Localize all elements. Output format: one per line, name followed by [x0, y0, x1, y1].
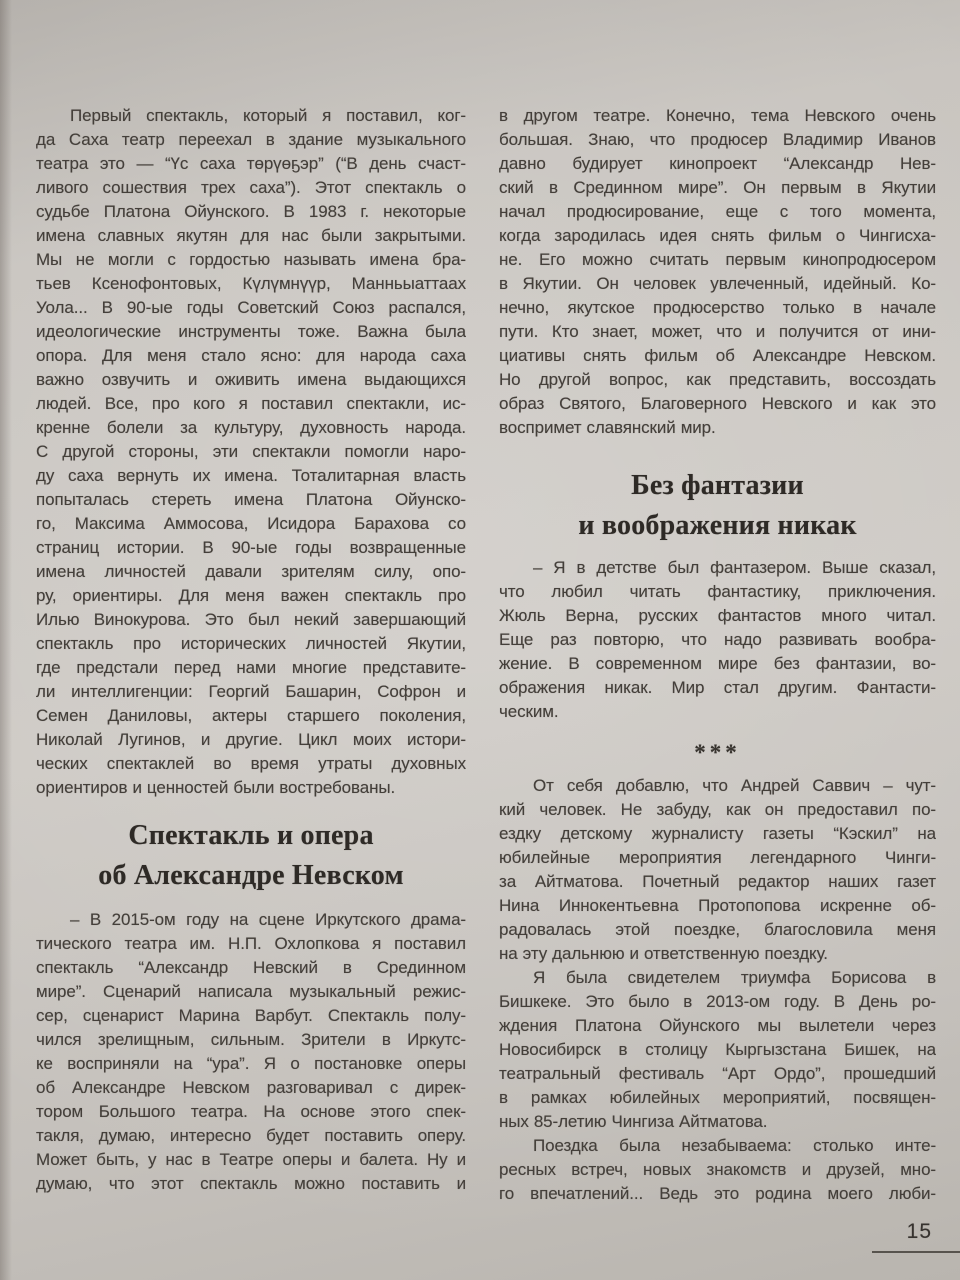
text-line: когда зародилась идея снять фильм о Чингисха- — [499, 226, 936, 245]
text-line: ливого сошествия трех саха”). Этот спектакль о — [36, 178, 466, 197]
section-separator — [499, 738, 936, 768]
text-line: да Саха театр переехал в здание музыкального — [36, 130, 466, 149]
text-line: судьбе Платона Ойунского. В 1983 г. некоторые — [36, 202, 466, 221]
text-line: не. Его можно считать первым кинопродюсером — [499, 250, 936, 269]
paragraph — [499, 556, 936, 724]
text-line: тором Большого театра. На основе этого спек- — [36, 1102, 466, 1121]
text-line: Поездка была незабываема: столько инте- — [533, 1136, 936, 1155]
text-line: – Я в детстве был фантазером. Выше сказал, — [533, 558, 936, 577]
text-line: идеологические инструменты тоже. Важна была — [36, 322, 466, 341]
text-line: кий человек. Не забуду, как он предоставил по- — [499, 800, 936, 819]
text-line: Семен Даниловы, актеры старшего поколения, — [36, 706, 466, 725]
text-line: Жюль Верна, русских фантастов много читал. — [499, 606, 936, 625]
text-line: Первый спектакль, который я поставил, ког- — [70, 106, 466, 125]
heading-line: об Александре Невском — [98, 860, 404, 891]
right-text-column — [499, 96, 936, 1206]
text-line: в Якутии. Он человек увлеченный, идейный. Ко- — [499, 274, 936, 293]
text-line: важно озвучить и оживить имена выдающихся — [36, 370, 466, 389]
text-line: ездку детскому журналисту газеты “Кэскил” на — [499, 824, 936, 843]
text-line: опора. Для меня стало ясно: для народа саха — [36, 346, 466, 365]
text-line: тического театра им. Н.П. Охлопкова я поставил — [36, 934, 466, 953]
text-line: *** — [694, 740, 741, 765]
text-line: го, Максима Аммосова, Исидора Барахова со — [36, 514, 466, 533]
text-line: ресных встреч, новых знакомств и друзей, мно- — [499, 1160, 936, 1179]
text-line: ке восприняли на “ура”. Я о постановке оперы — [36, 1054, 466, 1073]
paragraph — [36, 908, 466, 1196]
text-line: ждения Платона Ойунского мы вылетели через — [499, 1016, 936, 1035]
text-line: театральный фестиваль “Арт Ордо”, прошедший — [499, 1064, 936, 1083]
text-line: ческих спектаклей во время утраты духовных — [36, 754, 466, 773]
text-line: Илью Винокурова. Это был некий завершающий — [36, 610, 466, 629]
text-line: От себя добавлю, что Андрей Саввич – чут- — [533, 776, 936, 795]
text-line: ческим. — [499, 702, 559, 721]
page-number-rule — [872, 1251, 960, 1253]
text-line: образ Святого, Благоверного Невского и как это — [499, 394, 936, 413]
text-line: ду саха вернуть их имена. Тоталитарная власть — [36, 466, 466, 485]
text-line: большая. Знаю, что продюсер Владимир Иванов — [499, 130, 936, 149]
text-line: спектакль про исторических личностей Якутии, — [36, 634, 466, 653]
text-line: чился зрелищным, сильным. Зрители в Иркутс- — [36, 1030, 466, 1049]
heading-line: и воображения никак — [578, 510, 857, 541]
text-line: в другом театре. Конечно, тема Невского очень — [499, 106, 936, 125]
text-line: что любил читать фантастику, приключения. — [499, 582, 936, 601]
text-line: людей. Все, про кого я поставил спектакли, ис- — [36, 394, 466, 413]
text-line: Мы не могли с гордостью называть имена бра- — [36, 250, 466, 269]
paragraph — [499, 104, 936, 440]
text-line: за Айтматова. Почетный редактор наших газет — [499, 872, 936, 891]
text-line: Бишкеке. Это было в 2013-ом году. В День ро- — [499, 992, 936, 1011]
text-line: ображения никак. Мир стал другим. Фантасти- — [499, 678, 936, 697]
text-line: Новосибирск в столицу Кыргызстана Бишек, на — [499, 1040, 936, 1059]
page-number: 15 — [906, 1220, 932, 1243]
paragraph — [499, 1134, 936, 1206]
text-line: воспримет славянский мир. — [499, 418, 716, 437]
text-line: кренне болели за культуру, духовность народа. — [36, 418, 466, 437]
text-line: думаю, что этот спектакль можно поставить и — [36, 1174, 466, 1193]
text-line: нечно, якутское продюсерство только в начале — [499, 298, 936, 317]
text-line: об Александре Невском разговаривал с дирек- — [36, 1078, 466, 1097]
text-line: давно будирует кинопроект “Александр Нев- — [499, 154, 936, 173]
text-line: спектакль “Александр Невский в Срединном — [36, 958, 466, 977]
text-line: пути. Кто знает, может, что и получится от ини- — [499, 322, 936, 341]
paragraph — [499, 966, 936, 1134]
text-line: Я была свидетелем триумфа Борисова в — [533, 968, 936, 987]
text-line: ных 85-летию Чингиза Айтматова. — [499, 1112, 768, 1131]
text-line: Еще раз повторю, что надо развивать вообра- — [499, 630, 936, 649]
section-heading — [36, 816, 466, 896]
text-line: – В 2015-ом году на сцене Иркутского драма- — [70, 910, 466, 929]
heading-line: Спектакль и опера — [128, 820, 374, 851]
text-line: жение. В современном мире без фантазии, во- — [499, 654, 936, 673]
text-line: страниц истории. В 90-ые годы возвращенные — [36, 538, 466, 557]
text-line: Нина Иннокентьевна Протопопова искренне об- — [499, 896, 936, 915]
text-line: Николай Лугинов, и другие. Цикл моих истори- — [36, 730, 466, 749]
text-line: сер, сценарист Марина Варбут. Спектакль полу- — [36, 1006, 466, 1025]
text-line: го впечатлений... Ведь это родина моего люби- — [499, 1184, 936, 1203]
text-line: имена личностей давали зрителям силу, опо- — [36, 562, 466, 581]
text-line: циативы снять фильм об Александре Невском. — [499, 346, 936, 365]
paragraph — [499, 774, 936, 966]
text-line: мире”. Сценарий написала музыкальный режис- — [36, 982, 466, 1001]
text-line: где предстали перед нами многие представите- — [36, 658, 466, 677]
text-line: театра это — “Үс саха төрүөҕэр” (“В день счаст- — [36, 154, 466, 173]
left-text-column — [36, 96, 466, 1196]
text-line: попыталась стереть имена Платона Ойунско- — [36, 490, 466, 509]
text-line: ориентиров и ценностей были востребованы. — [36, 778, 396, 797]
paragraph — [36, 104, 466, 800]
text-line: С другой стороны, эти спектакли помогли наро- — [36, 442, 466, 461]
text-line: ский в Срединном мире”. Он первым в Якутии — [499, 178, 936, 197]
text-line: ли интеллигенции: Георгий Башарин, Софрон и — [36, 682, 466, 701]
section-heading — [499, 466, 936, 546]
text-line: начал продюсирование, еще с того момента, — [499, 202, 936, 221]
text-line: Но другой вопрос, как представить, воссоздать — [499, 370, 936, 389]
text-line: имена славных якутян для нас были закрытыми. — [36, 226, 466, 245]
text-line: радовалась этой поездке, благословила меня — [499, 920, 936, 939]
text-line: юбилейные мероприятия легендарного Чинги- — [499, 848, 936, 867]
heading-line: Без фантазии — [631, 470, 804, 501]
text-line: в рамках юбилейных мероприятий, посвящен- — [499, 1088, 936, 1107]
text-line: такля, думаю, интересно будет поставить оперу. — [36, 1126, 466, 1145]
text-line: Уола... В 90-ые годы Советский Союз распался, — [36, 298, 466, 317]
text-line: Может быть, у нас в Театре оперы и балета. Ну и — [36, 1150, 466, 1169]
text-line: тьев Ксенофонтовых, Күлүмнүүр, Манньыаттаах — [36, 274, 466, 293]
text-line: на эту дальнюю и ответственную поездку. — [499, 944, 828, 963]
text-line: ру, ориентиры. Для меня важен спектакль про — [36, 586, 466, 605]
